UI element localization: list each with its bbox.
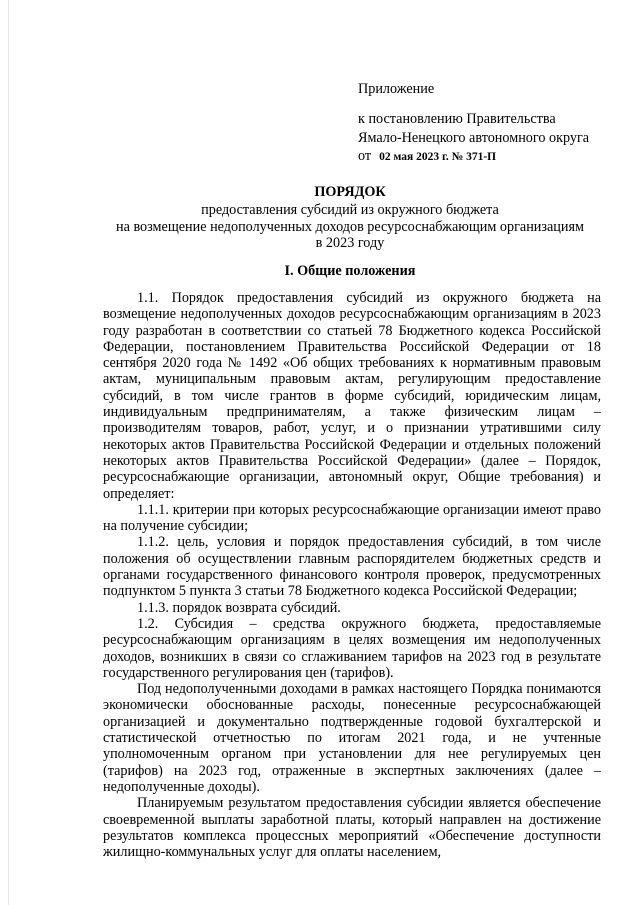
appendix-line-2: Ямало-Ненецкого автономного округа: [358, 129, 590, 146]
paragraph: Под недополученными доходами в рамках настоящего Порядка понимаются экономически обоснованные расходы, понесенные ресурсоснабжающей организацией и документально подтвержденные годовой бухгалтерской и статистической отчетностью по итогам 2021 года, и не учтенные уполномоченным органом при установлении для нее регулируемых цен (тарифов) на 2023 год, отраженные в экспертных заключениях (далее – недополученные доходы).: [103, 681, 601, 795]
document-subtitle-line: на возмещение недополученных доходов ресурсоснабжающим организациям: [116, 218, 584, 235]
document-body: [103, 290, 601, 860]
paragraph: 1.1.3. порядок возврата субсидий.: [137, 599, 341, 616]
document-title: ПОРЯДОК: [314, 184, 386, 200]
document-subtitle-line: в 2023 году: [315, 234, 385, 251]
appendix-line-1: к постановлению Правительства: [358, 111, 556, 128]
paragraph: Планируемым результатом предоставления субсидии является обеспечение своевременной выплаты заработной платы, который направлен на достижение результатов комплекса процессных мероприятий «Обеспечение доступности жилищно-коммунальных услуг для оплаты населением,: [103, 795, 601, 861]
appendix-title: Приложение: [358, 81, 435, 97]
appendix-date-line: [358, 147, 628, 166]
document-subtitle-line: предоставления субсидий из окружного бюджета: [201, 202, 499, 219]
appendix-from-label: от: [358, 147, 372, 164]
appendix-date: 02 мая 2023 г. № 371-П: [379, 150, 497, 163]
paragraph: 1.2. Субсидия – средства окружного бюджета, предоставляемые ресурсоснабжающим организациям в целях возмещения им недополученных доходов, возникших в связи со сглаживанием тарифов на 2023 год в результате государственного регулирования цен (тарифов).: [103, 615, 601, 681]
paragraph: 1.1. Порядок предоставления субсидий из окружного бюджета на возмещение недополученных доходов ресурсоснабжающим организациям в 2023 году разработан в соответствии со статьей 78 Бюджетного кодекса Российской Федерации, постановлением Правительства Российской Федерации от 18 сентября 2020 года № 1492 «Об общих требованиях к нормативным правовым актам, муниципальным правовым актам, регулирующим предоставление субсидий, в том числе грантов в форме субсидий, юридическим лицам, индивидуальным предпринимателям, а также физическим лицам – производителям товаров, работ, услуг, и о признании утратившими силу некоторых актов Правительства Российской Федерации и отдельных положений некоторых актов Правительства Российской Федерации» (далее – Порядок, ресурсоснабжающие организации, автономный округ, Общие требования) и определяет:: [103, 290, 601, 502]
section-heading: I. Общие положения: [284, 263, 416, 279]
paragraph: 1.1.1. критерии при которых ресурсоснабжающие организации имеют право на получение субсидии;: [103, 501, 601, 535]
document-title-block: [100, 184, 600, 251]
page-edge-divider: [8, 0, 9, 905]
appendix-block: [358, 80, 628, 166]
paragraph: 1.1.2. цель, условия и порядок предоставления субсидий, в том числе положения об осуществлении главным распорядителем бюджетных средств и органами государственного финансового контроля проверок, предусмотренных подпунктом 5 пункта 3 статьи 78 Бюджетного кодекса Российской Федерации;: [103, 534, 601, 600]
